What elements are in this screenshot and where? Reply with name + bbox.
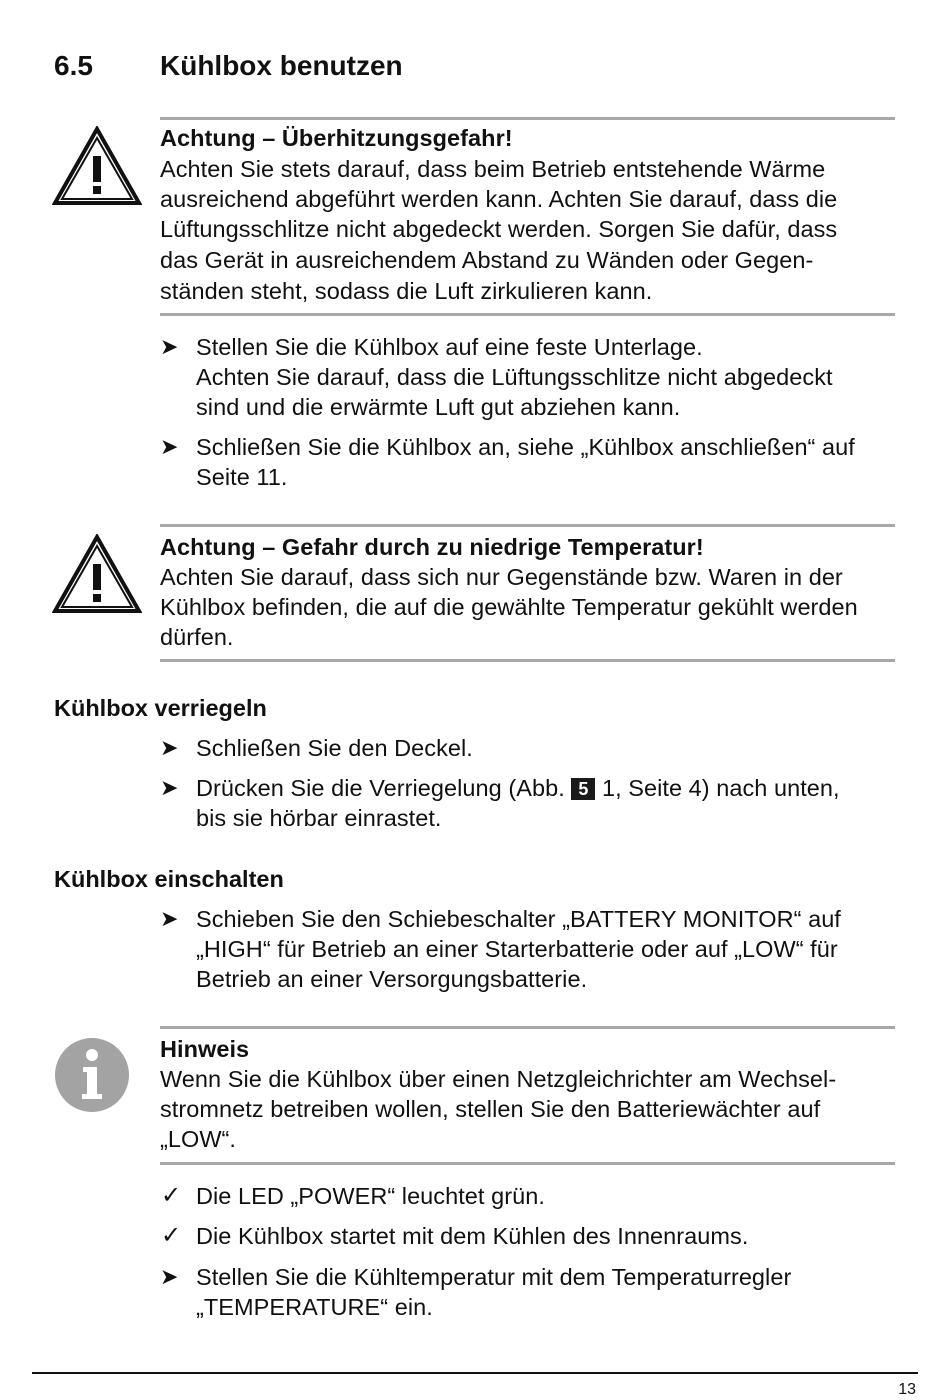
note-text-line: stromnetz betreiben wollen, stellen Sie den Batteriewächter auf xyxy=(160,1096,821,1122)
step-text-part: 1, Seite 4) nach unten, xyxy=(601,775,840,801)
warning-title: Achtung – Überhitzungsgefahr! xyxy=(160,125,513,151)
note-title: Hinweis xyxy=(160,1036,250,1062)
step-text: bis sie hörbar einrastet. xyxy=(196,805,442,831)
step-text: „HIGH“ für Betrieb an einer Starterbatterie oder auf „LOW“ für xyxy=(196,936,838,962)
note-text-line: Wenn Sie die Kühlbox über einen Netzgleichrichter am Wechsel- xyxy=(160,1066,837,1092)
step-arrow-icon: ➤ xyxy=(160,735,179,760)
subheading-switch-on: Kühlbox einschalten xyxy=(54,866,284,892)
figure-ref-badge: 5 xyxy=(571,778,595,800)
note-top-rule xyxy=(160,1026,895,1029)
footer-rule xyxy=(32,1372,918,1374)
note-text-line: „LOW“. xyxy=(160,1126,237,1152)
step-text: sind und die erwärmte Luft gut abziehen kann. xyxy=(196,394,681,420)
check-icon: ✓ xyxy=(161,1222,182,1249)
section-title: Kühlbox benutzen xyxy=(160,50,403,81)
warning-title: Achtung – Gefahr durch zu niedrige Temperatur! xyxy=(160,534,704,560)
result-text: Die LED „POWER“ leuchtet grün. xyxy=(196,1183,545,1209)
warning-text-line: Lüftungsschlitze nicht abgedeckt werden. Sorgen Sie dafür, dass xyxy=(160,216,838,242)
section-number: 6.5 xyxy=(54,50,93,81)
warning-top-rule xyxy=(160,524,895,527)
warning-text-line: ausreichend abgeführt werden kann. Achten Sie darauf, dass die xyxy=(160,186,838,212)
info-icon xyxy=(53,1036,131,1114)
warning-triangle-icon xyxy=(52,126,142,206)
step-text: Schließen Sie die Kühlbox an, siehe „Kühlbox anschließen“ auf xyxy=(196,434,855,460)
warning-text-line: ständen steht, sodass die Luft zirkulieren kann. xyxy=(160,278,653,304)
step-arrow-icon: ➤ xyxy=(160,1264,179,1289)
warning-text-line: Kühlbox befinden, die auf die gewählte Temperatur gekühlt werden xyxy=(160,594,858,620)
note-bottom-rule xyxy=(160,1162,895,1165)
step-text: Betrieb an einer Versorgungsbatterie. xyxy=(196,966,588,992)
warning-bottom-rule xyxy=(160,313,895,316)
check-icon: ✓ xyxy=(161,1182,182,1209)
step-text: Stellen Sie die Kühltemperatur mit dem Temperaturregler xyxy=(196,1264,792,1290)
step-arrow-icon: ➤ xyxy=(160,434,179,459)
warning-text-line: Achten Sie stets darauf, dass beim Betrieb entstehende Wärme xyxy=(160,156,826,182)
step-text: „TEMPERATURE“ ein. xyxy=(196,1294,433,1320)
step-text: Seite 11. xyxy=(196,464,288,490)
step-arrow-icon: ➤ xyxy=(160,775,179,800)
warning-triangle-icon xyxy=(52,534,142,614)
warning-bottom-rule xyxy=(160,659,895,662)
step-text xyxy=(196,773,840,803)
step-text: Schieben Sie den Schiebeschalter „BATTERY MONITOR“ auf xyxy=(196,906,841,932)
step-arrow-icon: ➤ xyxy=(160,906,179,931)
step-text: Stellen Sie die Kühlbox auf eine feste Unterlage. xyxy=(196,334,703,360)
warning-text-line: Achten Sie darauf, dass sich nur Gegenstände bzw. Waren in der xyxy=(160,564,843,590)
warning-text-line: das Gerät in ausreichendem Abstand zu Wänden oder Gegen- xyxy=(160,247,814,273)
step-text: Schließen Sie den Deckel. xyxy=(196,735,473,761)
subheading-lock: Kühlbox verriegeln xyxy=(54,695,267,721)
page-number: 13 xyxy=(898,1381,916,1398)
result-text: Die Kühlbox startet mit dem Kühlen des Innenraums. xyxy=(196,1223,749,1249)
step-arrow-icon: ➤ xyxy=(160,334,179,359)
warning-text-line: dürfen. xyxy=(160,624,234,650)
step-text-part: Drücken Sie die Verriegelung (Abb. xyxy=(196,775,565,801)
warning-top-rule xyxy=(160,117,895,120)
step-text: Achten Sie darauf, dass die Lüftungsschlitze nicht abgedeckt xyxy=(196,364,833,390)
